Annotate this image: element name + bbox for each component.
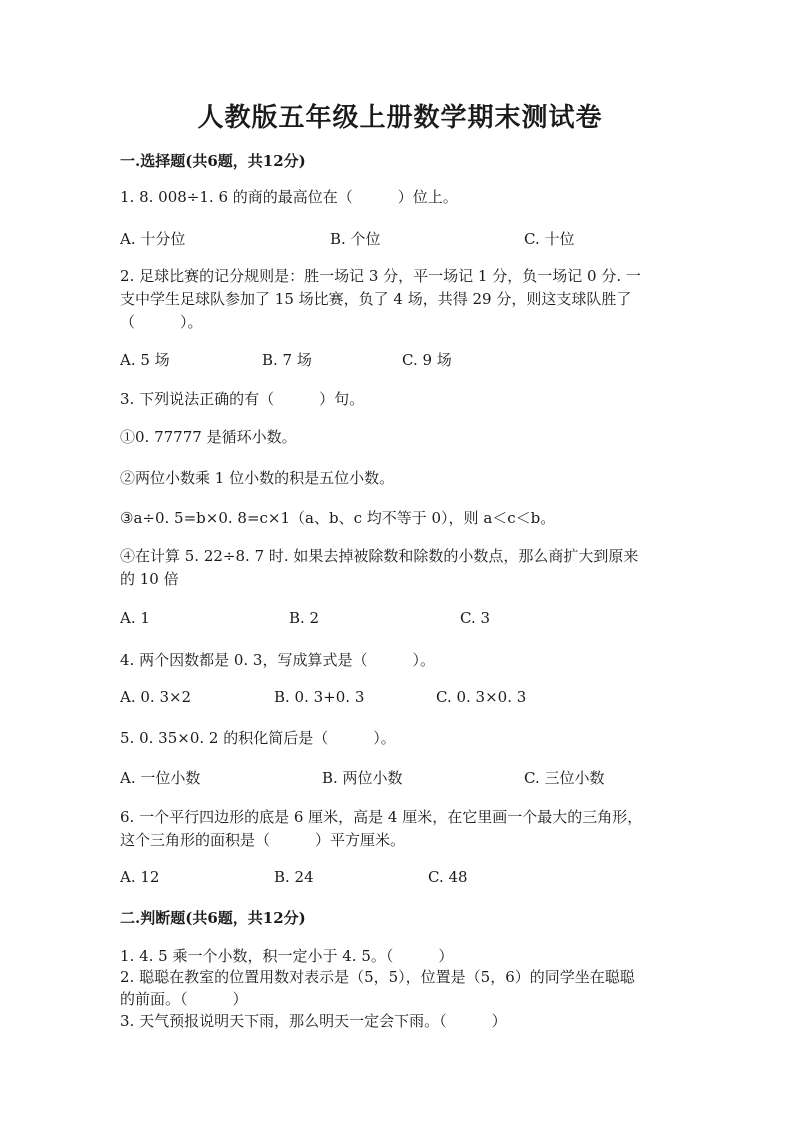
judgement-3-text: 3. 天气预报说明天下雨，那么明天一定会下雨。（ ） xyxy=(120,1012,507,1030)
q5-option-b: B. 两位小数 xyxy=(322,769,403,787)
question-2-line-3: （ ）。 xyxy=(120,313,203,331)
question-3-statement-1: ①0. 77777 是循环小数。 xyxy=(120,428,297,446)
q6-option-b: B. 24 xyxy=(274,868,314,886)
section-heading-choice: 一.选择题(共6题，共12分) xyxy=(120,152,306,170)
question-3-statement-3: ③a÷0. 5=b×0. 8=c×1（a、b、c 均不等于 0），则 a＜c＜b。 xyxy=(120,509,556,527)
question-2-line-1: 2. 足球比赛的记分规则是：胜一场记 3 分，平一场记 1 分，负一场记 0 分. 一 xyxy=(120,267,641,285)
q2-option-b: B. 7 场 xyxy=(262,351,312,369)
q6-option-a: A. 12 xyxy=(120,868,160,886)
q1-option-a: A. 十分位 xyxy=(120,230,186,248)
q3-option-c: C. 3 xyxy=(460,609,491,627)
q5-option-c: C. 三位小数 xyxy=(524,769,605,787)
q2-option-c: C. 9 场 xyxy=(402,351,452,369)
question-6-line-2: 这个三角形的面积是（ ）平方厘米。 xyxy=(120,831,406,849)
question-3-statement-4-line-2: 的 10 倍 xyxy=(120,570,179,588)
q3-option-a: A. 1 xyxy=(120,609,150,627)
judgement-2-line-1: 2. 聪聪在教室的位置用数对表示是（5，5），位置是（5，6）的同学坐在聪聪 xyxy=(120,968,635,986)
question-2-line-2: 支中学生足球队参加了 15 场比赛，负了 4 场，共得 29 分，则这支球队胜了 xyxy=(120,290,632,308)
question-4-text: 4. 两个因数都是 0. 3，写成算式是（ ）。 xyxy=(120,651,435,669)
page-title: 人教版五年级上册数学期末测试卷 xyxy=(197,103,603,133)
q6-option-c: C. 48 xyxy=(428,868,468,886)
question-3-statement-2: ②两位小数乘 1 位小数的积是五位小数。 xyxy=(120,469,395,487)
q4-option-a: A. 0. 3×2 xyxy=(120,688,192,706)
question-3-text: 3. 下列说法正确的有（ ）句。 xyxy=(120,390,365,408)
question-6-line-1: 6. 一个平行四边形的底是 6 厘米，高是 4 厘米，在它里画一个最大的三角形， xyxy=(120,808,643,826)
q1-option-c: C. 十位 xyxy=(524,230,575,248)
q2-option-a: A. 5 场 xyxy=(120,351,170,369)
question-3-statement-4-line-1: ④在计算 5. 22÷8. 7 时. 如果去掉被除数和除数的小数点，那么商扩大到原来 xyxy=(120,547,639,565)
section-heading-judgement: 二.判断题(共6题，共12分) xyxy=(120,909,306,927)
q5-option-a: A. 一位小数 xyxy=(120,769,201,787)
question-5-text: 5. 0. 35×0. 2 的积化简后是（ ）。 xyxy=(120,729,396,747)
question-1-text: 1. 8. 008÷1. 6 的商的最高位在（ ）位上。 xyxy=(120,188,458,206)
q1-option-b: B. 个位 xyxy=(330,230,381,248)
judgement-2-line-2: 的前面。（ ） xyxy=(120,990,248,1008)
q4-option-b: B. 0. 3+0. 3 xyxy=(274,688,365,706)
q4-option-c: C. 0. 3×0. 3 xyxy=(436,688,527,706)
q3-option-b: B. 2 xyxy=(289,609,320,627)
judgement-1-text: 1. 4. 5 乘一个小数，积一定小于 4. 5。（ ） xyxy=(120,947,454,965)
